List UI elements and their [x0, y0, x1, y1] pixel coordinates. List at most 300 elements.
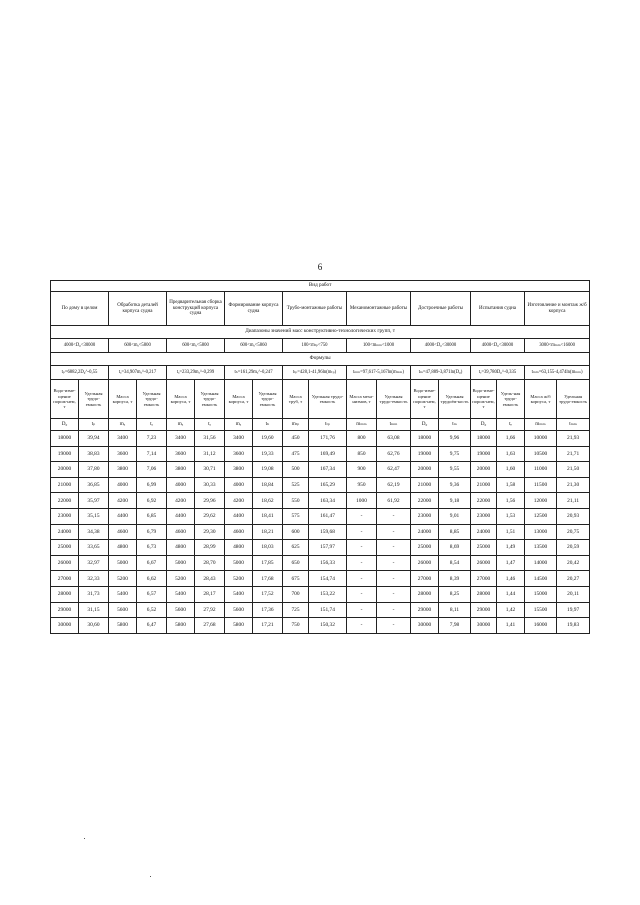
- table-cell: 750: [283, 618, 309, 634]
- table-cell: 850: [347, 446, 377, 462]
- column-subheader: Удельная трудо-емкость: [557, 380, 590, 419]
- table-title: Вид работ: [51, 281, 590, 292]
- table-cell: 8,39: [439, 571, 471, 587]
- table-cell: -: [377, 524, 411, 540]
- table-row: [51, 462, 590, 478]
- table-cell: 8,69: [439, 540, 471, 556]
- table-cell: 17,52: [253, 586, 283, 602]
- table-cell: 26000: [411, 555, 439, 571]
- table-cell: 30,71: [195, 462, 225, 478]
- table-cell: 29000: [471, 602, 497, 618]
- table-cell: 7,06: [137, 462, 167, 478]
- table-cell: 17,85: [253, 555, 283, 571]
- table-cell: 35,97: [79, 493, 109, 509]
- table-cell: 1,56: [497, 493, 525, 509]
- table-cell: 21000: [471, 477, 497, 493]
- table-cell: 31,56: [195, 431, 225, 447]
- table-cell: 13500: [525, 540, 557, 556]
- table-cell: 1,46: [497, 571, 525, 587]
- table-row: [51, 493, 590, 509]
- table-cell: 17,68: [253, 571, 283, 587]
- table-cell: 26000: [51, 555, 79, 571]
- table-cell: 3800: [225, 462, 253, 478]
- table-cell: -: [377, 508, 411, 524]
- column-subheader: Масса корпуса, т: [167, 380, 195, 419]
- formula-cell: tₚ=6882,2D₀^-0,55: [51, 366, 109, 380]
- column-symbol: mₘₘ: [347, 419, 377, 431]
- table-cell: 4800: [109, 540, 137, 556]
- formula-cell: tₘₘ=63,155-4,474ln(mₘₘ): [525, 366, 590, 380]
- table-cell: 6,57: [137, 586, 167, 602]
- table-cell: 161,47: [309, 508, 347, 524]
- table-cell: 154,74: [309, 571, 347, 587]
- table-cell: 18000: [471, 431, 497, 447]
- table-cell: 5000: [109, 555, 137, 571]
- table-cell: 21,50: [557, 462, 590, 478]
- column-symbol: mₘₘ: [525, 419, 557, 431]
- range-cell: 3000<mₘₘ<16000: [525, 339, 590, 353]
- table-cell: 25000: [411, 540, 439, 556]
- table-cell: 29000: [51, 602, 79, 618]
- column-subheader: Удельная трудо-емкость: [253, 380, 283, 419]
- table-cell: 5800: [109, 618, 137, 634]
- column-symbol: mₜₚ: [283, 419, 309, 431]
- group-header: Формирование корпуса судна: [225, 292, 283, 326]
- table-cell: 18,84: [253, 477, 283, 493]
- table-cell: 34,38: [79, 524, 109, 540]
- table-cell: 9,01: [439, 508, 471, 524]
- table-cell: 5600: [167, 602, 195, 618]
- column-symbol: tₕ: [253, 419, 283, 431]
- table-cell: -: [347, 508, 377, 524]
- table-cell: 5200: [225, 571, 253, 587]
- table-cell: 1,66: [497, 431, 525, 447]
- table-cell: -: [377, 618, 411, 634]
- table-cell: 525: [283, 477, 309, 493]
- table-cell: 17,21: [253, 618, 283, 634]
- table-cell: 3400: [109, 431, 137, 447]
- column-subheader: Масса ж/б корпуса, т: [525, 380, 557, 419]
- column-subheader: Масса корпуса, т: [109, 380, 137, 419]
- table-cell: 21000: [51, 477, 79, 493]
- table-cell: 21,30: [557, 477, 590, 493]
- table-cell: -: [377, 571, 411, 587]
- table-cell: 33,65: [79, 540, 109, 556]
- table-cell: 30,33: [195, 477, 225, 493]
- column-symbol: tₐ: [137, 419, 167, 431]
- group-header: Обработка деталей корпуса судна: [109, 292, 167, 326]
- table-cell: 21,93: [557, 431, 590, 447]
- table-cell: 24000: [51, 524, 79, 540]
- table-cell: 169,49: [309, 446, 347, 462]
- table-cell: 5600: [109, 602, 137, 618]
- table-cell: 28,99: [195, 540, 225, 556]
- table-cell: 20,75: [557, 524, 590, 540]
- table-cell: 800: [347, 431, 377, 447]
- table-cell: 675: [283, 571, 309, 587]
- range-cell: 100<mₘₘ<1000: [347, 339, 411, 353]
- group-header: Достроечные работы: [411, 292, 471, 326]
- table-cell: 20,42: [557, 555, 590, 571]
- group-header: Механомонтажные работы: [347, 292, 411, 326]
- table-cell: 5400: [109, 586, 137, 602]
- table-cell: 550: [283, 493, 309, 509]
- table-cell: 21,11: [557, 493, 590, 509]
- table-cell: 26000: [471, 555, 497, 571]
- table-cell: 37,80: [79, 462, 109, 478]
- table-cell: 28000: [411, 586, 439, 602]
- table-cell: 5200: [167, 571, 195, 587]
- table-cell: 500: [283, 462, 309, 478]
- table-cell: 10000: [525, 431, 557, 447]
- table-cell: 27,68: [195, 618, 225, 634]
- table-cell: -: [347, 586, 377, 602]
- table-cell: 6,85: [137, 508, 167, 524]
- group-header: По дому в целом: [51, 292, 109, 326]
- table-cell: 4800: [225, 540, 253, 556]
- formulas-header: Формулы: [51, 353, 590, 366]
- table-cell: 3400: [167, 431, 195, 447]
- table-cell: 3600: [225, 446, 253, 462]
- table-cell: 21,71: [557, 446, 590, 462]
- table-cell: 9,96: [439, 431, 471, 447]
- table-cell: 150,32: [309, 618, 347, 634]
- table-cell: 6,47: [137, 618, 167, 634]
- table-cell: 18,03: [253, 540, 283, 556]
- table-row: [51, 540, 590, 556]
- column-subheader: Водо-изме-щение порож-нем, т: [51, 380, 79, 419]
- table-cell: 1,58: [497, 477, 525, 493]
- table-cell: 62,47: [377, 462, 411, 478]
- table-cell: 3600: [167, 446, 195, 462]
- table-cell: 15500: [525, 602, 557, 618]
- table-cell: 9,18: [439, 493, 471, 509]
- table-cell: -: [377, 555, 411, 571]
- work-types-table: [50, 280, 590, 634]
- table-cell: 27,92: [195, 602, 225, 618]
- formula-cell: tₐ=233,29mₐ^-0,299: [167, 366, 225, 380]
- table-cell: 31,12: [195, 446, 225, 462]
- table-cell: 9,36: [439, 477, 471, 493]
- table-cell: 19,97: [557, 602, 590, 618]
- table-cell: 159,68: [309, 524, 347, 540]
- table-cell: 18,62: [253, 493, 283, 509]
- column-subheader: Масса корпуса, т: [225, 380, 253, 419]
- column-subheader: Удельная трудо-емкость: [195, 380, 225, 419]
- table-cell: 36,85: [79, 477, 109, 493]
- column-subheader: Удельная трудо-емкость: [309, 380, 347, 419]
- table-cell: -: [347, 555, 377, 571]
- range-cell: 4000<D₀<30000: [471, 339, 525, 353]
- table-cell: 39,94: [79, 431, 109, 447]
- table-cell: 18000: [411, 431, 439, 447]
- table-cell: 4000: [167, 477, 195, 493]
- table-cell: 4000: [109, 477, 137, 493]
- range-cell: 600<mₐ<5800: [167, 339, 225, 353]
- table-cell: 163,34: [309, 493, 347, 509]
- table-cell: 11500: [525, 477, 557, 493]
- table-cell: 3600: [109, 446, 137, 462]
- table-cell: 9,55: [439, 462, 471, 478]
- table-cell: 4400: [225, 508, 253, 524]
- range-cell: 600<mₐ<5800: [109, 339, 167, 353]
- column-subheader: Масса меха-низмов, т: [347, 380, 377, 419]
- table-cell: 25000: [471, 540, 497, 556]
- table-cell: 3800: [109, 462, 137, 478]
- table-row: [51, 508, 590, 524]
- table-cell: -: [347, 571, 377, 587]
- ranges-header: Диапазоны значений масс конструктивно-технологических групп, т: [51, 326, 590, 339]
- table-cell: 10500: [525, 446, 557, 462]
- table-cell: 30000: [51, 618, 79, 634]
- table-cell: 19,60: [253, 431, 283, 447]
- column-symbol: mₐ: [167, 419, 195, 431]
- table-cell: 19000: [411, 446, 439, 462]
- table-cell: 3800: [167, 462, 195, 478]
- table-cell: 171,76: [309, 431, 347, 447]
- table-cell: 4400: [167, 508, 195, 524]
- table-cell: 5400: [167, 586, 195, 602]
- group-header: Изготовление и монтаж ж/б корпуса: [525, 292, 590, 326]
- table-row: [51, 586, 590, 602]
- formula-cell: tₘₘ=97,617-5,167ln(mₘₘ): [347, 366, 411, 380]
- table-cell: 167,34: [309, 462, 347, 478]
- table-cell: 6,52: [137, 602, 167, 618]
- table-cell: 151,74: [309, 602, 347, 618]
- table-cell: 12500: [525, 508, 557, 524]
- table-cell: 650: [283, 555, 309, 571]
- table-cell: 1,51: [497, 524, 525, 540]
- group-header: Предварительная сборка конструкций корпуса судна: [167, 292, 225, 326]
- column-subheader: Водо-изме-щение порож-нем, т: [471, 380, 497, 419]
- table-cell: 27000: [411, 571, 439, 587]
- table-cell: 28,17: [195, 586, 225, 602]
- scan-speck: [84, 838, 85, 839]
- table-cell: 15000: [525, 586, 557, 602]
- column-subheader: Удель-ная трудо-емкость: [497, 380, 525, 419]
- table-cell: -: [347, 524, 377, 540]
- table-cell: 19,08: [253, 462, 283, 478]
- table-cell: 6,79: [137, 524, 167, 540]
- table-cell: 32,97: [79, 555, 109, 571]
- column-symbol: D₀: [471, 419, 497, 431]
- table-cell: 19,83: [557, 618, 590, 634]
- table-cell: 725: [283, 602, 309, 618]
- table-cell: 12000: [525, 493, 557, 509]
- column-symbol: tₚ: [79, 419, 109, 431]
- table-cell: 950: [347, 477, 377, 493]
- table-cell: 1,47: [497, 555, 525, 571]
- table-cell: 900: [347, 462, 377, 478]
- table-cell: 19,33: [253, 446, 283, 462]
- table-cell: 13000: [525, 524, 557, 540]
- table-cell: 1,44: [497, 586, 525, 602]
- table-cell: 28,43: [195, 571, 225, 587]
- table-cell: 14500: [525, 571, 557, 587]
- range-cell: 600<mₐ<5860: [225, 339, 283, 353]
- table-cell: 25000: [51, 540, 79, 556]
- column-symbol: tₘₘ: [377, 419, 411, 431]
- table-cell: 165,29: [309, 477, 347, 493]
- table-cell: 18000: [51, 431, 79, 447]
- table-cell: 4600: [167, 524, 195, 540]
- table-cell: 17,36: [253, 602, 283, 618]
- table-cell: 62,19: [377, 477, 411, 493]
- table-cell: 575: [283, 508, 309, 524]
- table-row: [51, 555, 590, 571]
- table-cell: 1,42: [497, 602, 525, 618]
- table-cell: -: [377, 586, 411, 602]
- table-cell: 4200: [225, 493, 253, 509]
- column-subheader: Водо-изме-щение порож-нем, т: [411, 380, 439, 419]
- table-cell: 600: [283, 524, 309, 540]
- table-cell: 156,33: [309, 555, 347, 571]
- table-cell: 20000: [51, 462, 79, 478]
- table-cell: 1,60: [497, 462, 525, 478]
- table-cell: 1000: [347, 493, 377, 509]
- table-cell: 700: [283, 586, 309, 602]
- table-cell: 30000: [471, 618, 497, 634]
- table-cell: 1,53: [497, 508, 525, 524]
- work-types-table-container: [50, 280, 589, 634]
- table-cell: 29,96: [195, 493, 225, 509]
- table-cell: 18,41: [253, 508, 283, 524]
- table-cell: 20000: [471, 462, 497, 478]
- table-cell: 28,70: [195, 555, 225, 571]
- table-cell: 7,98: [439, 618, 471, 634]
- range-cell: 100<mₜₚ<750: [283, 339, 347, 353]
- table-cell: 6,73: [137, 540, 167, 556]
- table-cell: 61,92: [377, 493, 411, 509]
- table-cell: 19000: [471, 446, 497, 462]
- table-cell: -: [347, 540, 377, 556]
- table-cell: 4000: [225, 477, 253, 493]
- table-cell: 24000: [471, 524, 497, 540]
- table-cell: 29000: [411, 602, 439, 618]
- page-number: 6: [317, 262, 323, 272]
- table-cell: 5800: [225, 618, 253, 634]
- table-row: [51, 571, 590, 587]
- scan-speck: [150, 876, 151, 877]
- table-cell: 6,99: [137, 477, 167, 493]
- column-subheader: Удельная трудоём-кость: [439, 380, 471, 419]
- table-cell: 475: [283, 446, 309, 462]
- table-cell: -: [377, 602, 411, 618]
- table-cell: 4800: [167, 540, 195, 556]
- column-symbol: mₐ: [225, 419, 253, 431]
- table-cell: 31,73: [79, 586, 109, 602]
- table-cell: 5000: [167, 555, 195, 571]
- column-symbol: mₐ: [109, 419, 137, 431]
- table-row: [51, 618, 590, 634]
- table-cell: 8,54: [439, 555, 471, 571]
- table-cell: 8,25: [439, 586, 471, 602]
- table-cell: 21000: [411, 477, 439, 493]
- table-cell: 153,22: [309, 586, 347, 602]
- column-subheader: Удельная трудо-емкость: [137, 380, 167, 419]
- table-cell: 16000: [525, 618, 557, 634]
- table-cell: 22000: [471, 493, 497, 509]
- table-cell: 35,15: [79, 508, 109, 524]
- column-symbol: tₘₘ: [557, 419, 590, 431]
- table-cell: 31,15: [79, 602, 109, 618]
- table-cell: 7,23: [137, 431, 167, 447]
- table-cell: 14000: [525, 555, 557, 571]
- table-cell: 450: [283, 431, 309, 447]
- column-subheader: Удельная трудо-емкость: [377, 380, 411, 419]
- table-cell: 30,60: [79, 618, 109, 634]
- table-cell: 63,08: [377, 431, 411, 447]
- table-cell: 24000: [411, 524, 439, 540]
- table-cell: 8,11: [439, 602, 471, 618]
- table-cell: 1,63: [497, 446, 525, 462]
- table-cell: 157,97: [309, 540, 347, 556]
- table-cell: 6,67: [137, 555, 167, 571]
- table-cell: 23000: [471, 508, 497, 524]
- table-cell: 4600: [225, 524, 253, 540]
- column-subheader: Масса труб, т: [283, 380, 309, 419]
- table-cell: 22000: [411, 493, 439, 509]
- table-cell: -: [347, 602, 377, 618]
- formula-cell: tₘ=47,889-3,871ln(D₀): [411, 366, 471, 380]
- table-row: [51, 431, 590, 447]
- group-header: Испытания судна: [471, 292, 525, 326]
- table-cell: 27000: [51, 571, 79, 587]
- table-cell: 62,76: [377, 446, 411, 462]
- table-cell: 22000: [51, 493, 79, 509]
- table-cell: 23000: [411, 508, 439, 524]
- column-symbol: D₀: [51, 419, 79, 431]
- table-cell: 29,62: [195, 508, 225, 524]
- range-cell: 4000<D₀<30000: [411, 339, 471, 353]
- table-cell: 6,62: [137, 571, 167, 587]
- table-cell: 4200: [109, 493, 137, 509]
- table-cell: 27000: [471, 571, 497, 587]
- table-cell: 5200: [109, 571, 137, 587]
- table-cell: 4200: [167, 493, 195, 509]
- table-cell: 8,85: [439, 524, 471, 540]
- table-cell: 28000: [51, 586, 79, 602]
- table-cell: 20,11: [557, 586, 590, 602]
- table-cell: 1,41: [497, 618, 525, 634]
- range-cell: 4000<D₀<30000: [51, 339, 109, 353]
- table-cell: 3400: [225, 431, 253, 447]
- table-cell: 30000: [411, 618, 439, 634]
- table-cell: 38,83: [79, 446, 109, 462]
- column-symbol: D₀: [411, 419, 439, 431]
- table-row: [51, 446, 590, 462]
- table-cell: 6,92: [137, 493, 167, 509]
- table-row: [51, 477, 590, 493]
- table-cell: 5800: [167, 618, 195, 634]
- group-header: Трубо-монтажные работы: [283, 292, 347, 326]
- column-subheader: Удельная трудо-емкость: [79, 380, 109, 419]
- table-cell: 20,93: [557, 508, 590, 524]
- table-cell: 20000: [411, 462, 439, 478]
- table-cell: 7,14: [137, 446, 167, 462]
- table-cell: 18,21: [253, 524, 283, 540]
- table-cell: 19000: [51, 446, 79, 462]
- column-symbol: tₑ: [497, 419, 525, 431]
- column-symbol: tₜₚ: [309, 419, 347, 431]
- table-row: [51, 602, 590, 618]
- table-cell: -: [347, 618, 377, 634]
- formula-cell: tₑ=39,780D₀^-0,335: [471, 366, 525, 380]
- table-cell: 32,33: [79, 571, 109, 587]
- table-cell: 625: [283, 540, 309, 556]
- table-cell: 9,75: [439, 446, 471, 462]
- table-cell: 5600: [225, 602, 253, 618]
